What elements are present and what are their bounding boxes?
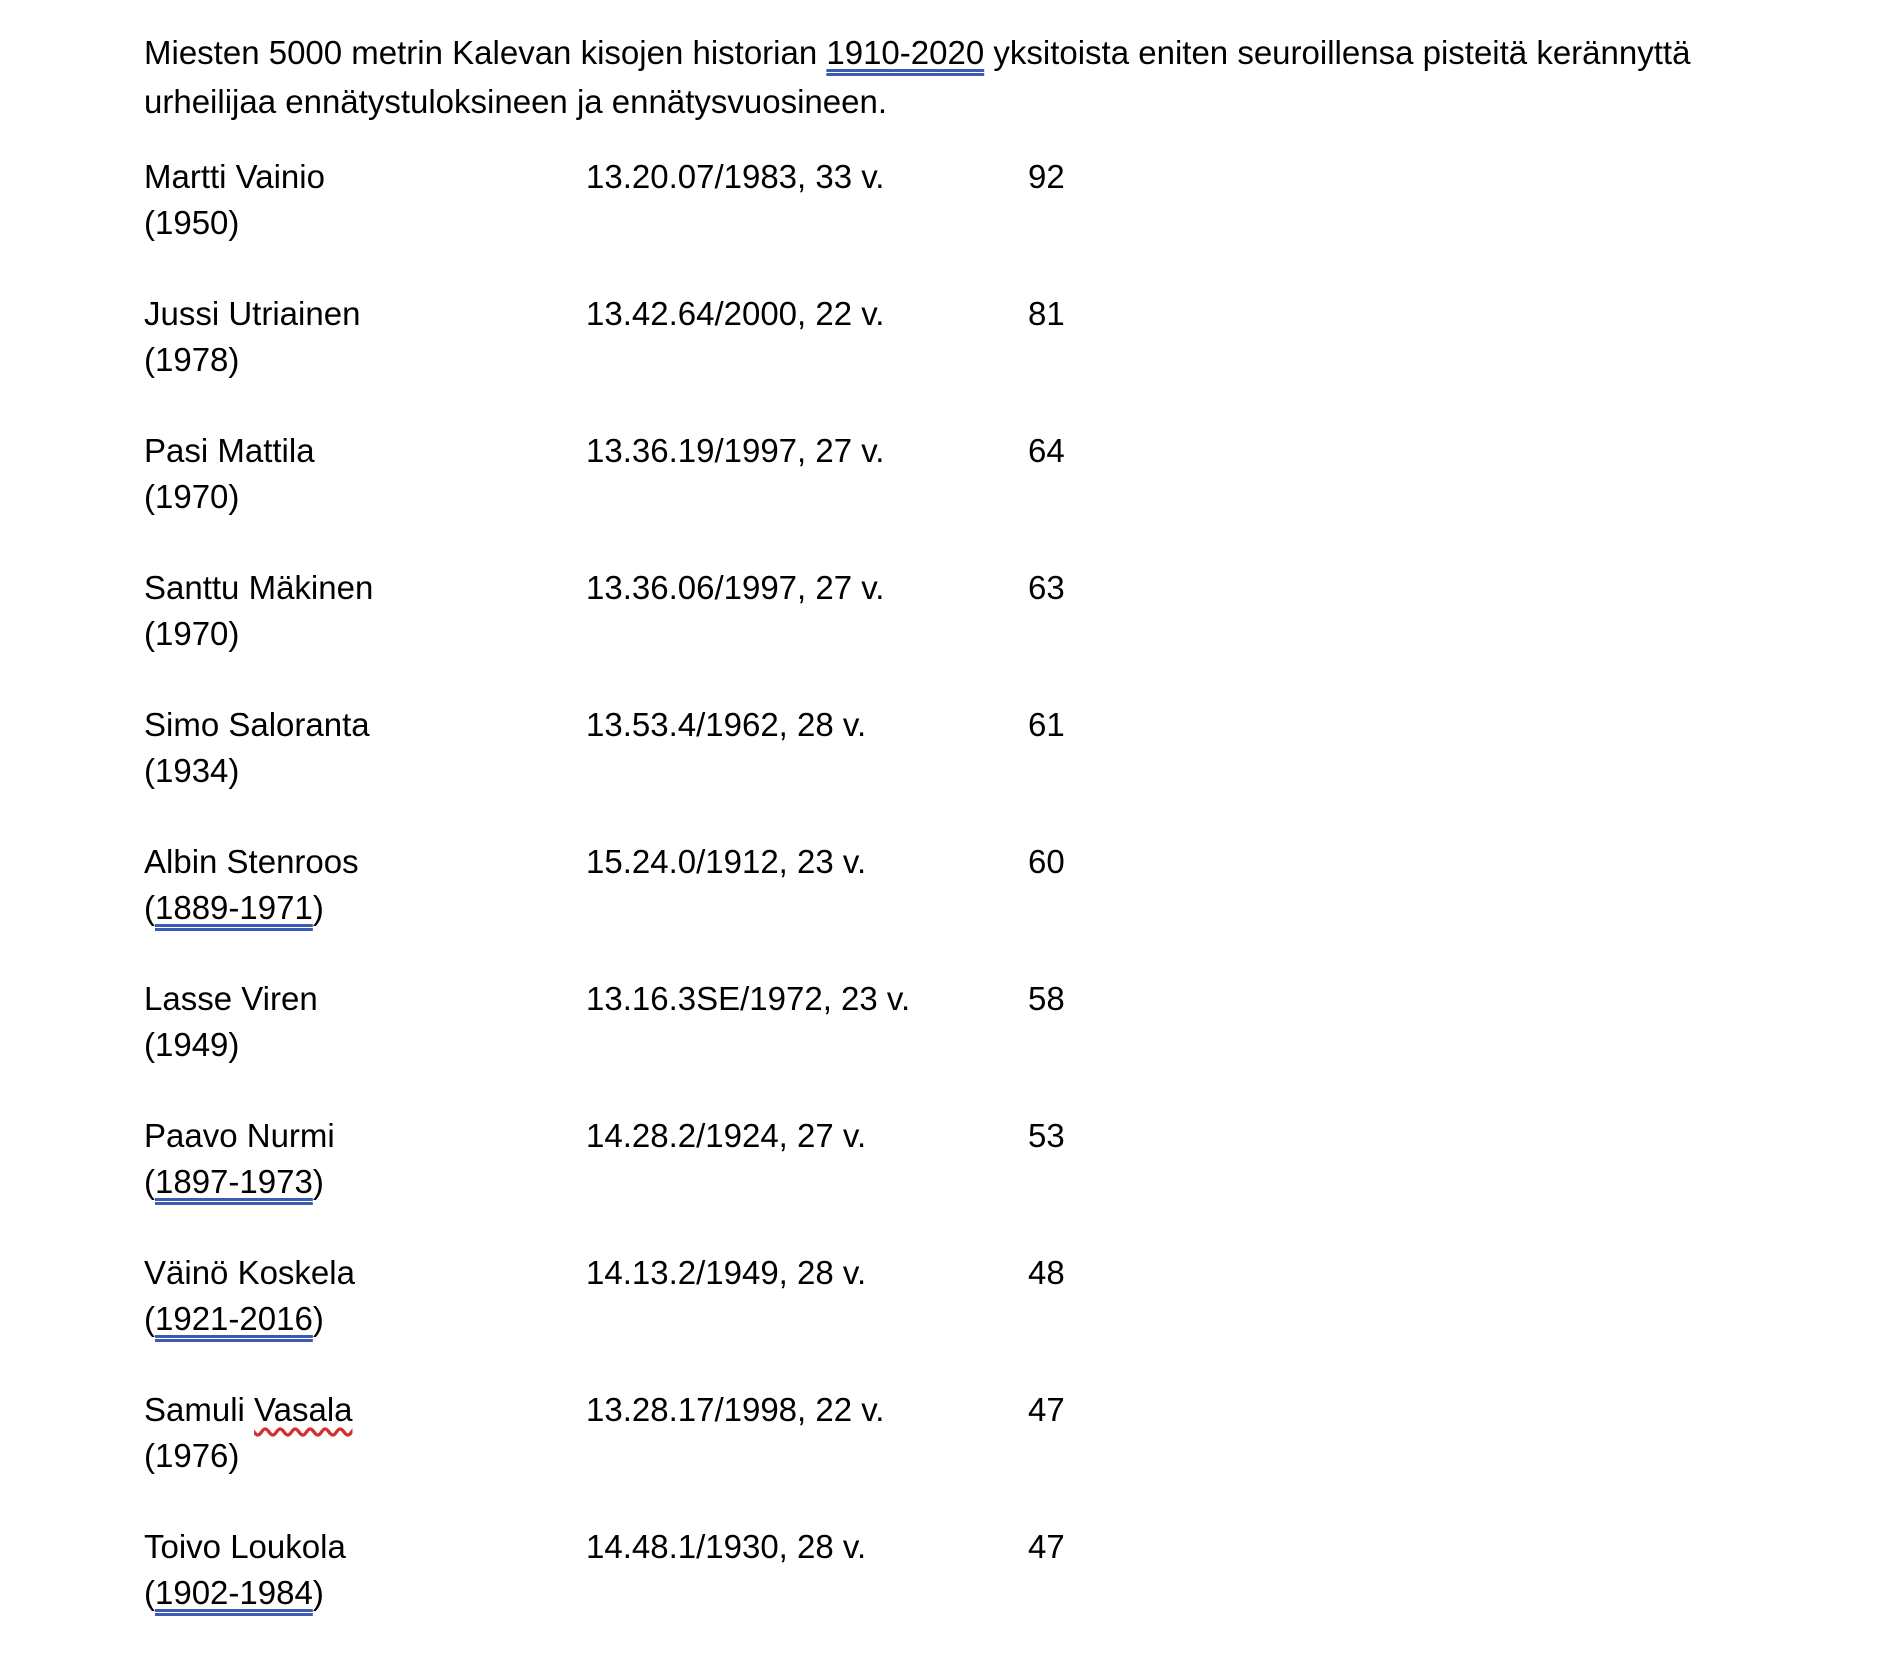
athlete-name: Santtu Mäkinen — [144, 569, 374, 606]
athlete-birth-years: (1934) — [144, 752, 240, 789]
athlete-record-result: 14.13.2/1949, 28 v. — [586, 1254, 867, 1291]
athlete-birth-years: (1902-1984) — [144, 1574, 324, 1611]
athlete-name: Paavo Nurmi — [144, 1117, 335, 1154]
athlete-points: 81 — [1028, 295, 1065, 332]
athlete-row — [144, 1387, 1784, 1524]
athlete-record-result: 14.28.2/1924, 27 v. — [586, 1117, 867, 1154]
athlete-name: Albin Stenroos — [144, 843, 359, 880]
athlete-name: Pasi Mattila — [144, 432, 315, 469]
athlete-points: 58 — [1028, 980, 1065, 1017]
intro-paragraph — [144, 28, 1784, 126]
athlete-birth-years: (1949) — [144, 1026, 240, 1063]
athlete-points: 61 — [1028, 706, 1065, 743]
athlete-name-cell — [144, 565, 564, 657]
athlete-name-cell — [144, 291, 564, 383]
athlete-row — [144, 976, 1784, 1113]
athlete-name: Jussi Utriainen — [144, 295, 361, 332]
athlete-name-cell — [144, 1387, 564, 1479]
athlete-name: Väinö Koskela — [144, 1254, 355, 1291]
athlete-row — [144, 428, 1784, 565]
athlete-record-result: 15.24.0/1912, 23 v. — [586, 843, 867, 880]
athlete-record-result: 14.48.1/1930, 28 v. — [586, 1528, 867, 1565]
athlete-points: 64 — [1028, 432, 1065, 469]
athlete-name-cell — [144, 1524, 564, 1616]
athlete-name-cell — [144, 428, 564, 520]
athlete-row — [144, 1524, 1784, 1661]
athlete-name: Toivo Loukola — [144, 1528, 346, 1565]
athlete-row — [144, 839, 1784, 976]
athlete-name: Samuli Vasala — [144, 1391, 353, 1428]
athlete-row — [144, 291, 1784, 428]
athlete-row — [144, 1113, 1784, 1250]
athlete-row — [144, 702, 1784, 839]
misspelled-word: Vasala — [254, 1391, 353, 1428]
athlete-row — [144, 565, 1784, 702]
athlete-name-cell — [144, 1113, 564, 1205]
athlete-name: Martti Vainio — [144, 158, 325, 195]
athlete-name-cell — [144, 702, 564, 794]
athlete-birth-years: (1889-1971) — [144, 889, 324, 926]
athlete-record-result: 13.36.19/1997, 27 v. — [586, 432, 885, 469]
athlete-name: Lasse Viren — [144, 980, 318, 1017]
athlete-birth-years: (1950) — [144, 204, 240, 241]
athlete-birth-years: (1970) — [144, 615, 240, 652]
athlete-list — [144, 154, 1784, 1661]
athlete-name-cell — [144, 839, 564, 931]
athlete-name: Simo Saloranta — [144, 706, 370, 743]
athlete-birth-years: (1970) — [144, 478, 240, 515]
intro-text-start: Miesten 5000 metrin Kalevan kisojen historian — [144, 34, 827, 71]
athlete-birth-years: (1921-2016) — [144, 1300, 324, 1337]
athlete-points: 47 — [1028, 1391, 1065, 1428]
athlete-record-result: 13.16.3SE/1972, 23 v. — [586, 980, 911, 1017]
athlete-record-result: 13.42.64/2000, 22 v. — [586, 295, 885, 332]
athlete-record-result: 13.28.17/1998, 22 v. — [586, 1391, 885, 1428]
athlete-points: 47 — [1028, 1528, 1065, 1565]
athlete-row — [144, 154, 1784, 291]
athlete-points: 63 — [1028, 569, 1065, 606]
athlete-points: 48 — [1028, 1254, 1065, 1291]
athlete-birth-years: (1897-1973) — [144, 1163, 324, 1200]
document-page — [144, 28, 1784, 1661]
athlete-points: 60 — [1028, 843, 1065, 880]
athlete-name-cell — [144, 976, 564, 1068]
athlete-name-cell — [144, 1250, 564, 1342]
athlete-points: 53 — [1028, 1117, 1065, 1154]
athlete-record-result: 13.53.4/1962, 28 v. — [586, 706, 867, 743]
athlete-record-result: 13.36.06/1997, 27 v. — [586, 569, 885, 606]
athlete-name-cell — [144, 154, 564, 246]
athlete-birth-years: (1978) — [144, 341, 240, 378]
intro-years-span: 1910-2020 — [826, 34, 985, 71]
athlete-birth-years: (1976) — [144, 1437, 240, 1474]
athlete-row — [144, 1250, 1784, 1387]
athlete-points: 92 — [1028, 158, 1065, 195]
intro-text-end: yksitoista eniten seuroillensa pisteitä kerännyttä urheilijaa ennätystuloksineen ja ennätysvuosineen. — [144, 34, 1691, 120]
athlete-record-result: 13.20.07/1983, 33 v. — [586, 158, 885, 195]
